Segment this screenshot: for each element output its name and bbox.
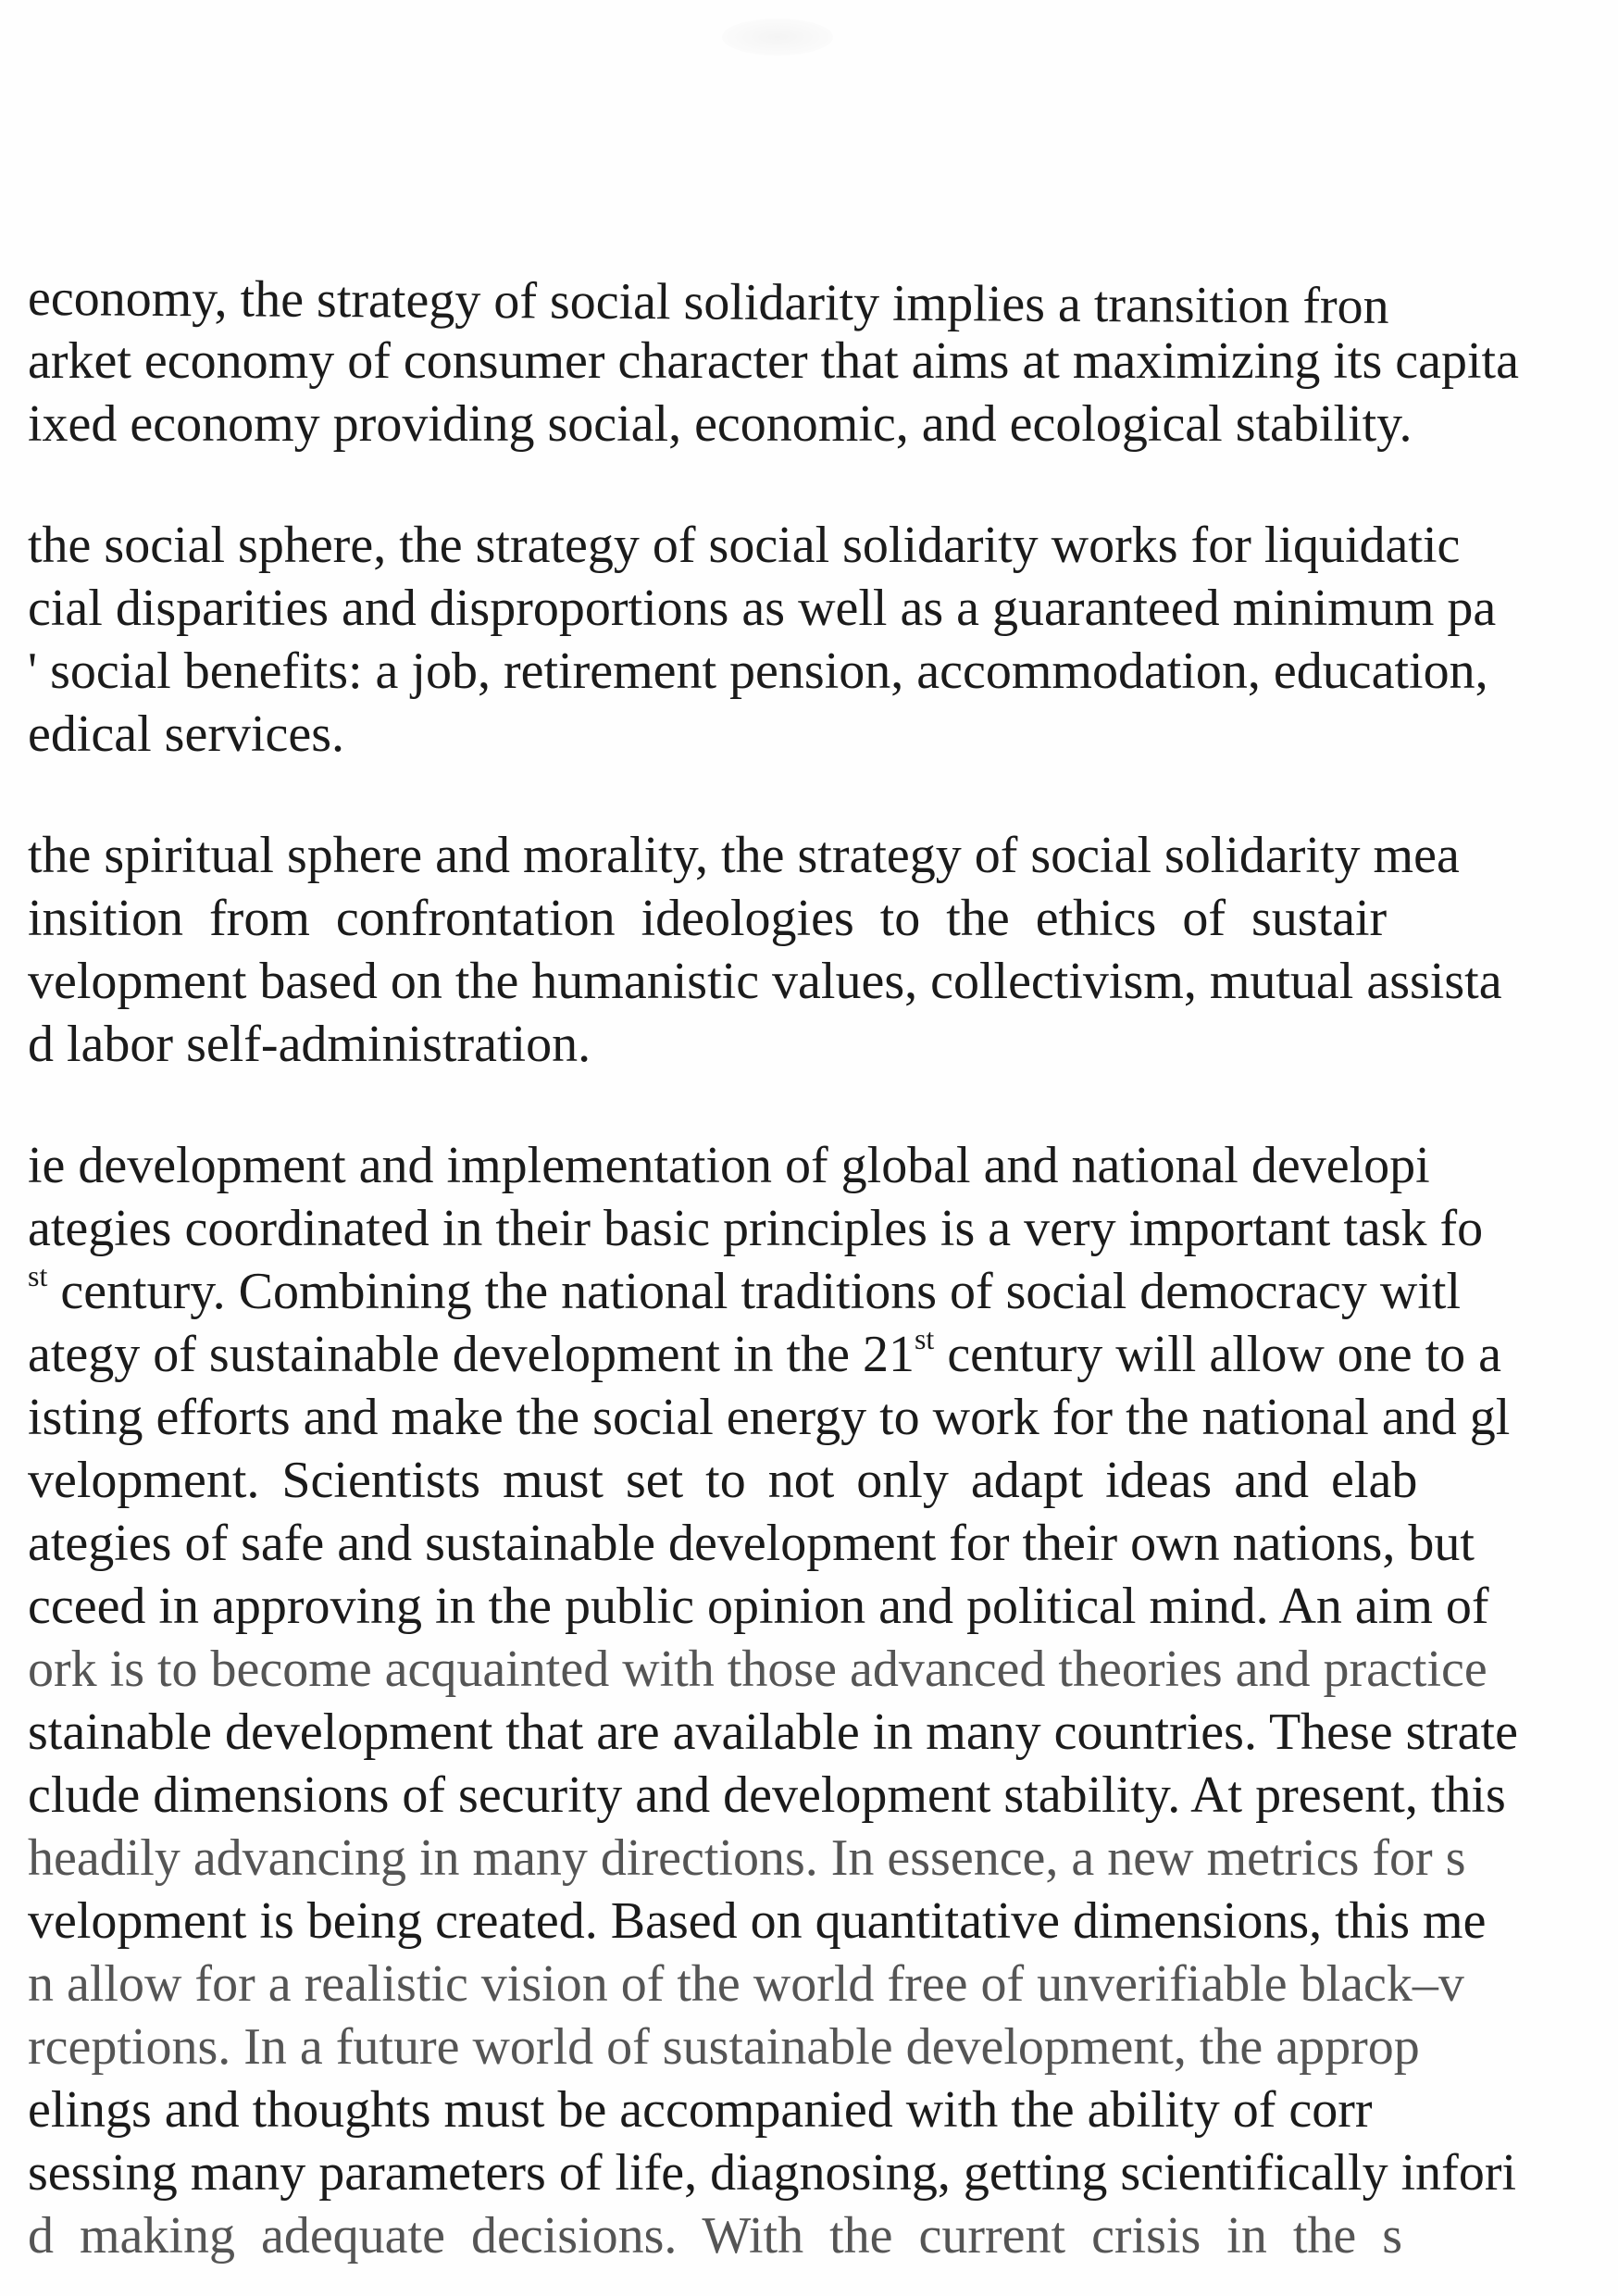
text-line: ' social benefits: a job, retirement pension, accommodation, education, bbox=[28, 643, 1488, 700]
text-line: rceptions. In a future world of sustainable development, the approp bbox=[28, 2018, 1420, 2076]
paragraph-economy bbox=[28, 267, 1519, 455]
text-line: clude dimensions of security and development stability. At present, this bbox=[28, 1766, 1506, 1824]
text-line: ixed economy providing social, economic, and ecological stability. bbox=[28, 395, 1413, 453]
text-line: stainable development that are available in many countries. These strate bbox=[28, 1703, 1518, 1761]
text-line-with-superscript bbox=[28, 1323, 1518, 1386]
superscript-st: st bbox=[914, 1322, 935, 1355]
text-line: cceed in approving in the public opinion and political mind. An aim of bbox=[28, 1578, 1489, 1635]
paragraph-development-strategies bbox=[28, 1134, 1518, 2267]
text-line: edical services. bbox=[28, 705, 345, 763]
text-line: headily advancing in many directions. In essence, a new metrics for s bbox=[28, 1829, 1466, 1887]
text-line-rest: century. Combining the national traditions of social democracy witl bbox=[47, 1263, 1461, 1320]
text-line-before: ategy of sustainable development in the 21 bbox=[28, 1326, 915, 1383]
text-line: ie development and implementation of global and national developi bbox=[28, 1137, 1430, 1194]
text-line: the social sphere, the strategy of social solidarity works for liquidatic bbox=[28, 517, 1461, 574]
text-line: velopment is being created. Based on quantitative dimensions, this me bbox=[28, 1892, 1487, 1950]
paragraph-spiritual-sphere bbox=[28, 824, 1502, 1076]
text-line: sessing many parameters of life, diagnosing, getting scientifically infori bbox=[28, 2144, 1517, 2202]
text-line: d labor self-administration. bbox=[28, 1016, 591, 1073]
text-line: economy, the strategy of social solidarity implies a transition fron bbox=[27, 269, 1389, 335]
text-line: arket economy of consumer character that aims at maximizing its capita bbox=[28, 332, 1519, 390]
text-line: d making adequate decisions. With the current crisis in the s bbox=[28, 2207, 1403, 2265]
text-line: velopment based on the humanistic values, collectivism, mutual assista bbox=[28, 953, 1502, 1010]
text-line: isting efforts and make the social energy to work for the national and gl bbox=[28, 1389, 1511, 1446]
text-line: velopment. Scientists must set to not only adapt ideas and elab bbox=[28, 1452, 1418, 1509]
superscript-st: st bbox=[28, 1259, 48, 1292]
text-line: cial disparities and disproportions as well as a guaranteed minimum pa bbox=[28, 580, 1497, 637]
text-line: ategies coordinated in their basic principles is a very important task fo bbox=[28, 1200, 1484, 1257]
text-line-after: century will allow one to a bbox=[934, 1326, 1502, 1383]
text-line: ategies of safe and sustainable development for their own nations, but bbox=[28, 1515, 1475, 1572]
text-line: the spiritual sphere and morality, the strategy of social solidarity mea bbox=[28, 827, 1460, 884]
text-line: n allow for a realistic vision of the world free of unverifiable black–v bbox=[28, 1955, 1464, 2013]
text-line-with-superscript bbox=[28, 1260, 1518, 1323]
text-line: insition from confrontation ideologies to the ethics of sustair bbox=[28, 890, 1388, 947]
scan-smudge bbox=[722, 19, 833, 56]
paragraph-social-sphere bbox=[28, 514, 1496, 766]
text-line: elings and thoughts must be accompanied with the ability of corr bbox=[28, 2081, 1373, 2139]
text-line: ork is to become acquainted with those advanced theories and practice bbox=[28, 1641, 1487, 1698]
